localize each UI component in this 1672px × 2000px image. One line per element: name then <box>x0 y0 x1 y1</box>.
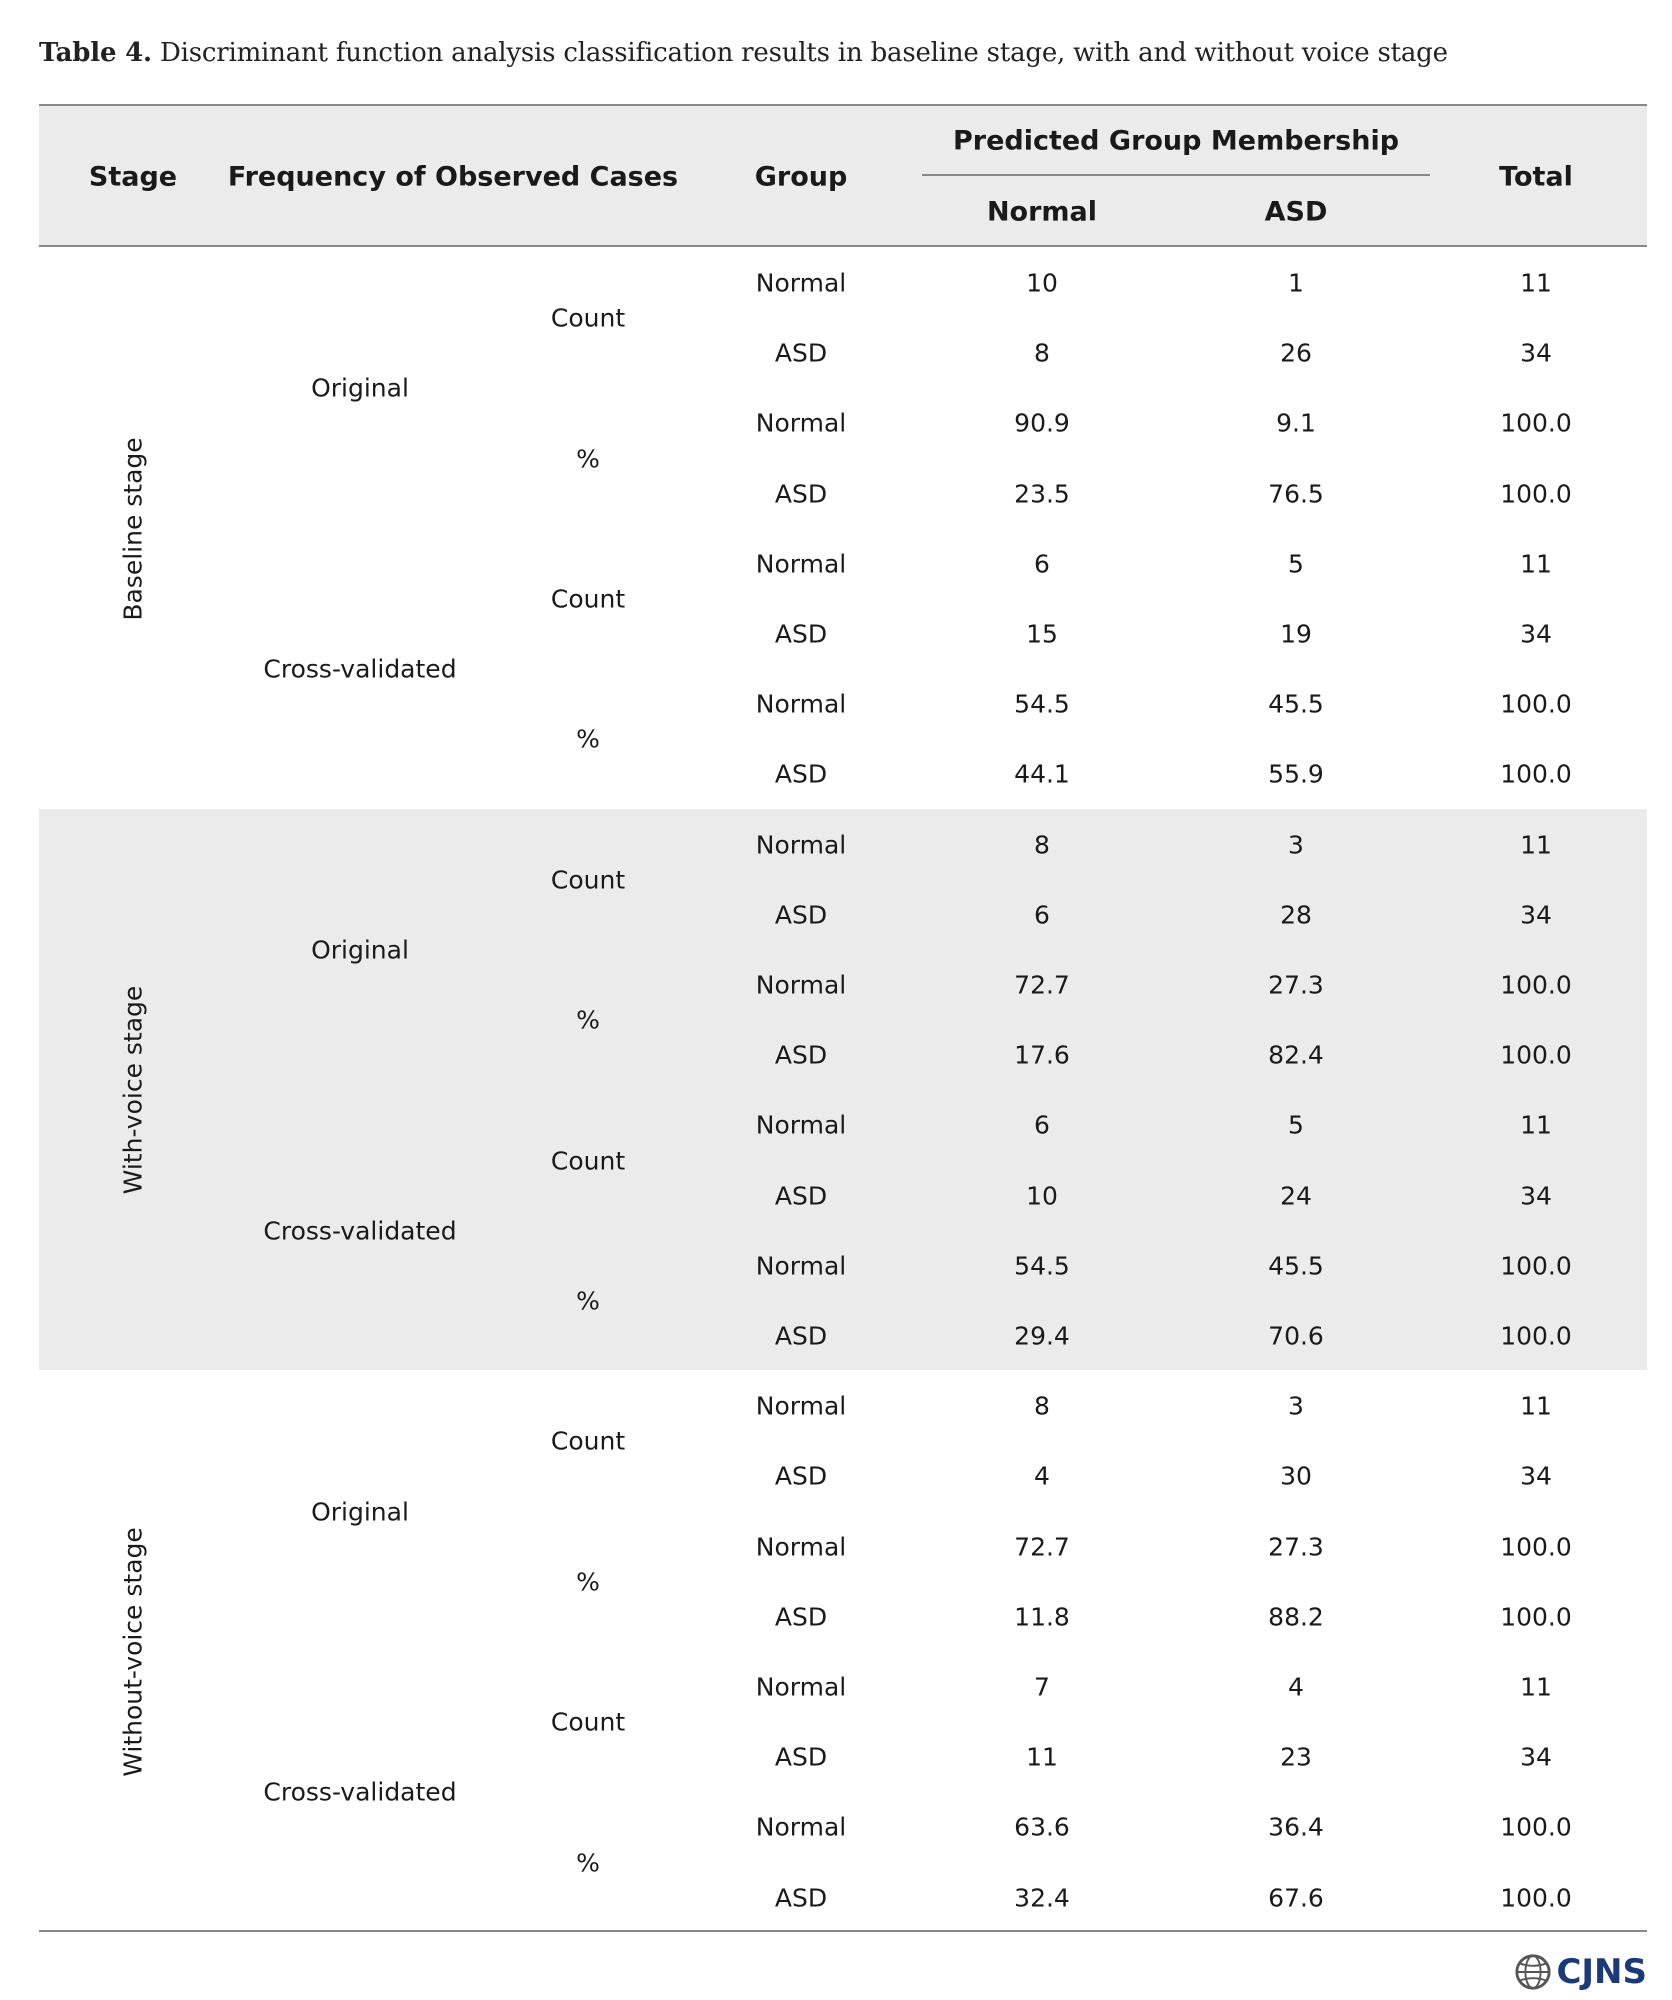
stage-label: Without-voice stage <box>118 1527 148 1777</box>
total-cell: 100.0 <box>1500 1602 1572 1632</box>
header-total: Total <box>1499 161 1573 193</box>
total-cell: 34 <box>1520 619 1552 649</box>
group-cell: Normal <box>755 1812 847 1842</box>
total-cell: 34 <box>1520 1181 1552 1211</box>
measure-label: Count <box>550 1146 626 1175</box>
total-cell: 34 <box>1520 1461 1552 1491</box>
measure-label: Count <box>550 865 626 895</box>
predicted-normal-cell: 32.4 <box>1014 1883 1070 1913</box>
total-cell: 11 <box>1520 268 1552 298</box>
predicted-normal-cell: 54.5 <box>1014 1251 1070 1281</box>
logo-text: CJNS <box>1556 1952 1647 1992</box>
group-cell: ASD <box>774 1461 828 1491</box>
measure-label: % <box>576 1005 600 1035</box>
group-cell: Normal <box>755 408 847 438</box>
group-cell: ASD <box>774 1321 828 1351</box>
header-predicted-group-membership: Predicted Group Membership <box>952 125 1400 157</box>
predicted-asd-cell: 5 <box>1288 549 1304 579</box>
predicted-asd-cell: 45.5 <box>1268 689 1324 719</box>
measure-label: % <box>576 1567 600 1597</box>
measure-label: Count <box>550 303 626 333</box>
predicted-asd-cell: 67.6 <box>1268 1883 1324 1913</box>
predicted-asd-cell: 36.4 <box>1268 1812 1324 1842</box>
predicted-asd-cell: 70.6 <box>1268 1321 1324 1351</box>
predicted-normal-cell: 17.6 <box>1014 1040 1070 1070</box>
group-cell: Normal <box>755 1672 847 1702</box>
group-cell: ASD <box>774 338 828 368</box>
predicted-asd-cell: 23 <box>1280 1742 1312 1772</box>
predicted-normal-cell: 54.5 <box>1014 689 1070 719</box>
case-type-label: Cross-validated <box>263 1777 457 1807</box>
globe-icon <box>1514 1953 1552 1991</box>
predicted-asd-cell: 45.5 <box>1268 1251 1324 1281</box>
predicted-asd-cell: 4 <box>1288 1672 1304 1702</box>
predicted-asd-cell: 5 <box>1288 1110 1304 1140</box>
total-cell: 11 <box>1520 830 1552 860</box>
predicted-asd-cell: 30 <box>1280 1461 1312 1491</box>
total-cell: 11 <box>1520 549 1552 579</box>
group-cell: Normal <box>755 970 847 1000</box>
predicted-asd-cell: 3 <box>1288 830 1304 860</box>
predicted-normal-cell: 10 <box>1026 1181 1058 1211</box>
table-caption <box>39 38 1639 68</box>
stage-section <box>39 1370 1647 1932</box>
group-cell: ASD <box>774 900 828 930</box>
header-frequency: Frequency of Observed Cases <box>227 161 679 193</box>
group-cell: Normal <box>755 1110 847 1140</box>
predicted-asd-cell: 19 <box>1280 619 1312 649</box>
header-stage: Stage <box>88 161 178 193</box>
predicted-normal-cell: 4 <box>1034 1461 1050 1491</box>
predicted-normal-cell: 72.7 <box>1014 1532 1070 1562</box>
total-cell: 100.0 <box>1500 1321 1572 1351</box>
predicted-normal-cell: 44.1 <box>1014 759 1070 789</box>
measure-label: Count <box>550 1426 626 1456</box>
total-cell: 34 <box>1520 338 1552 368</box>
group-cell: ASD <box>774 1602 828 1632</box>
measure-label: Count <box>550 1707 626 1737</box>
bottom-rule <box>39 1930 1647 1932</box>
total-cell: 100.0 <box>1500 479 1572 509</box>
predicted-normal-cell: 8 <box>1034 338 1050 368</box>
total-cell: 100.0 <box>1500 970 1572 1000</box>
predicted-normal-cell: 10 <box>1026 268 1058 298</box>
total-cell: 100.0 <box>1500 408 1572 438</box>
table-label: Table 4. <box>39 38 152 68</box>
predicted-normal-cell: 6 <box>1034 900 1050 930</box>
total-cell: 11 <box>1520 1391 1552 1421</box>
predicted-normal-cell: 63.6 <box>1014 1812 1070 1842</box>
predicted-asd-cell: 88.2 <box>1268 1602 1324 1632</box>
group-cell: Normal <box>755 689 847 719</box>
predicted-asd-cell: 55.9 <box>1268 759 1324 789</box>
journal-logo <box>1514 1952 1647 1992</box>
group-cell: Normal <box>755 268 847 298</box>
stage-label: With-voice stage <box>118 985 148 1195</box>
predicted-normal-cell: 8 <box>1034 830 1050 860</box>
header-normal: Normal <box>986 196 1098 228</box>
predicted-normal-cell: 72.7 <box>1014 970 1070 1000</box>
case-type-label: Cross-validated <box>263 654 457 684</box>
measure-label: % <box>576 724 600 754</box>
predicted-normal-cell: 11.8 <box>1014 1602 1070 1632</box>
predicted-asd-cell: 24 <box>1280 1181 1312 1211</box>
predicted-underline <box>922 174 1430 176</box>
group-cell: ASD <box>774 479 828 509</box>
header-group: Group <box>754 161 848 193</box>
total-cell: 34 <box>1520 1742 1552 1772</box>
predicted-normal-cell: 23.5 <box>1014 479 1070 509</box>
total-cell: 100.0 <box>1500 1883 1572 1913</box>
predicted-asd-cell: 3 <box>1288 1391 1304 1421</box>
total-cell: 34 <box>1520 900 1552 930</box>
predicted-normal-cell: 29.4 <box>1014 1321 1070 1351</box>
case-type-label: Cross-validated <box>263 1216 457 1246</box>
predicted-asd-cell: 1 <box>1288 268 1304 298</box>
predicted-asd-cell: 27.3 <box>1268 1532 1324 1562</box>
predicted-normal-cell: 11 <box>1026 1742 1058 1772</box>
total-cell: 100.0 <box>1500 1251 1572 1281</box>
group-cell: ASD <box>774 619 828 649</box>
predicted-asd-cell: 76.5 <box>1268 479 1324 509</box>
case-type-label: Original <box>311 373 409 403</box>
case-type-label: Original <box>311 935 409 965</box>
measure-label: % <box>576 444 600 473</box>
total-cell: 11 <box>1520 1110 1552 1140</box>
measure-label: % <box>576 1848 600 1877</box>
predicted-normal-cell: 6 <box>1034 1110 1050 1140</box>
header-asd: ASD <box>1264 196 1328 228</box>
group-cell: ASD <box>774 1742 828 1772</box>
group-cell: Normal <box>755 1251 847 1281</box>
predicted-asd-cell: 26 <box>1280 338 1312 368</box>
total-cell: 100.0 <box>1500 1812 1572 1842</box>
group-cell: Normal <box>755 549 847 579</box>
predicted-asd-cell: 27.3 <box>1268 970 1324 1000</box>
group-cell: Normal <box>755 1391 847 1421</box>
total-cell: 100.0 <box>1500 1532 1572 1562</box>
predicted-normal-cell: 90.9 <box>1014 408 1070 438</box>
group-cell: Normal <box>755 1532 847 1562</box>
predicted-asd-cell: 9.1 <box>1276 408 1316 438</box>
measure-label: % <box>576 1286 600 1316</box>
predicted-normal-cell: 6 <box>1034 549 1050 579</box>
group-cell: ASD <box>774 1181 828 1211</box>
predicted-asd-cell: 82.4 <box>1268 1040 1324 1070</box>
stage-section <box>39 247 1647 809</box>
group-cell: ASD <box>774 759 828 789</box>
stage-section <box>39 809 1647 1371</box>
total-cell: 100.0 <box>1500 759 1572 789</box>
total-cell: 11 <box>1520 1672 1552 1702</box>
group-cell: ASD <box>774 1883 828 1913</box>
case-type-label: Original <box>311 1497 409 1526</box>
table-title: Discriminant function analysis classification results in baseline stage, with and without voice stage <box>151 38 1448 68</box>
total-cell: 100.0 <box>1500 1040 1572 1070</box>
predicted-normal-cell: 7 <box>1034 1672 1050 1702</box>
predicted-normal-cell: 8 <box>1034 1391 1050 1421</box>
stage-label: Baseline stage <box>118 437 148 621</box>
measure-label: Count <box>550 584 626 614</box>
total-cell: 100.0 <box>1500 689 1572 719</box>
predicted-normal-cell: 15 <box>1026 619 1058 649</box>
group-cell: Normal <box>755 830 847 860</box>
predicted-asd-cell: 28 <box>1280 900 1312 930</box>
group-cell: ASD <box>774 1040 828 1070</box>
